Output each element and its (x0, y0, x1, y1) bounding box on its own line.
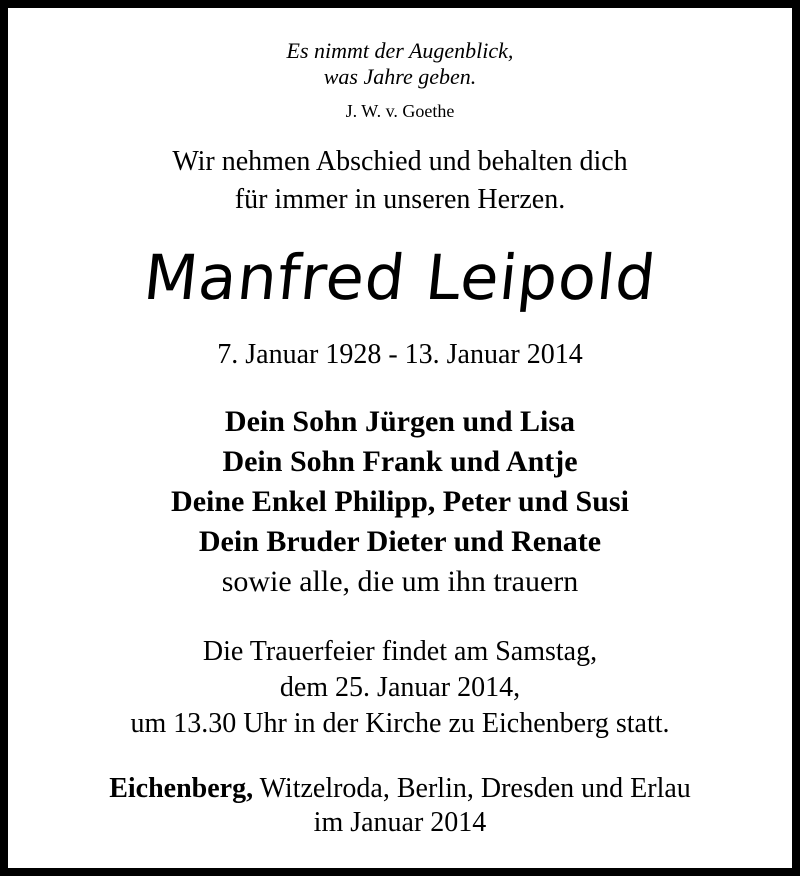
service-line-2: dem 25. Januar 2014, (279, 672, 521, 703)
place-date: im Januar 2014 (313, 807, 487, 838)
mourner-line: Dein Bruder Dieter und Renate (198, 525, 602, 558)
mourner-line: Dein Sohn Jürgen und Lisa (224, 405, 576, 438)
place-line (8, 772, 792, 805)
intro-line-2: für immer in unseren Herzen. (234, 184, 566, 215)
quote-author: J. W. v. Goethe (345, 101, 455, 121)
service-line-3: um 13.30 Uhr in der Kirche zu Eichenberg statt. (130, 708, 670, 739)
place-rest: Witzelroda, Berlin, Dresden und Erlau (253, 773, 691, 804)
intro-line-1: Wir nehmen Abschied und behalten dich (172, 146, 628, 177)
quote-line-1: Es nimmt der Augenblick, (286, 38, 514, 63)
mourner-line: Deine Enkel Philipp, Peter und Susi (171, 485, 629, 518)
quote-line-2: was Jahre geben. (323, 64, 477, 89)
service-line-1: Die Trauerfeier findet am Samstag, (202, 636, 598, 667)
place-bold: Eichenberg, (109, 773, 254, 804)
life-dates: 7. Januar 1928 - 13. Januar 2014 (217, 339, 583, 370)
mourner-line: Dein Sohn Frank und Antje (222, 445, 578, 478)
deceased-name: Manfred Leipold (140, 241, 660, 314)
mourners-closing: sowie alle, die um ihn trauern (221, 565, 579, 598)
